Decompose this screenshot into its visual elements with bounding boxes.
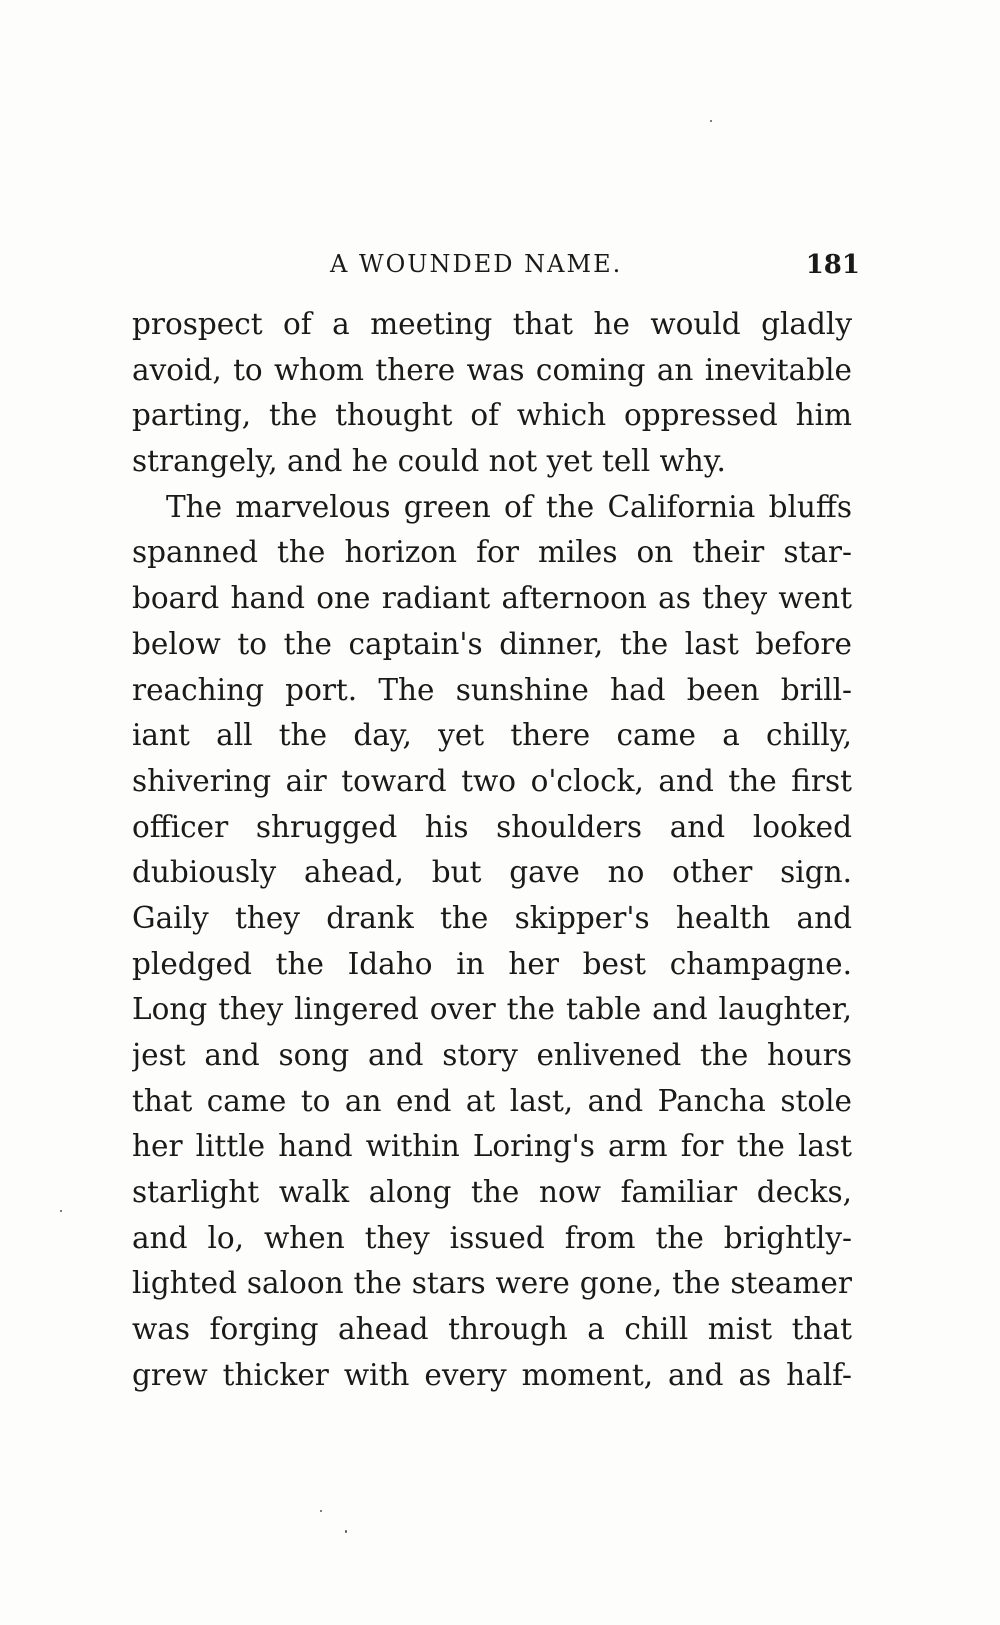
text-line: her little hand within Loring's arm for the last [132,1129,852,1164]
text-line: jest and song and story enlivened the hours [132,1038,852,1072]
text-line: officer shrugged his shoulders and looked [132,809,852,844]
running-head [130,250,860,290]
text-line: Long they lingered over the table and laughter, [132,992,852,1027]
print-speck [710,120,712,122]
text-line: board hand one radiant afternoon as they went [132,581,852,616]
print-speck [320,1510,322,1512]
text-line: iant all the day, yet there came a chilly, [132,718,852,753]
text-line: The marvelous green of the California bluffs [166,489,852,524]
print-speck [345,1530,347,1533]
text-line: prospect of a meeting that he would gladly [132,307,852,341]
text-line: Gaily they drank the skipper's health and [132,900,852,935]
page-number: 181 [805,250,860,280]
text-line: grew thicker with every moment, and as half- [132,1357,852,1392]
text-line: below to the captain's dinner, the last before [132,626,852,661]
text-line: reaching port. The sunshine had been brill- [132,672,852,707]
text-line: pledged the Idaho in her best champagne. [132,946,852,981]
text-line: was forging ahead through a chill mist that [132,1312,852,1347]
text-line: and lo, when they issued from the brightly- [132,1220,852,1255]
text-line: dubiously ahead, but gave no other sign. [132,855,852,890]
text-line: spanned the horizon for miles on their star- [132,535,852,570]
print-speck [60,1210,62,1212]
running-title: A WOUNDED NAME. [330,250,623,278]
text-line: parting, the thought of which oppressed him [132,398,852,433]
text-line: shivering air toward two o'clock, and the first [132,763,852,798]
text-line: avoid, to whom there was coming an inevitable [132,352,852,387]
text-line: lighted saloon the stars were gone, the steamer [132,1266,852,1301]
text-line: starlight walk along the now familiar decks, [132,1175,852,1210]
text-line: that came to an end at last, and Pancha stole [132,1083,852,1118]
text-line: strangely, and he could not yet tell why. [132,444,726,479]
body-text [132,302,852,1399]
